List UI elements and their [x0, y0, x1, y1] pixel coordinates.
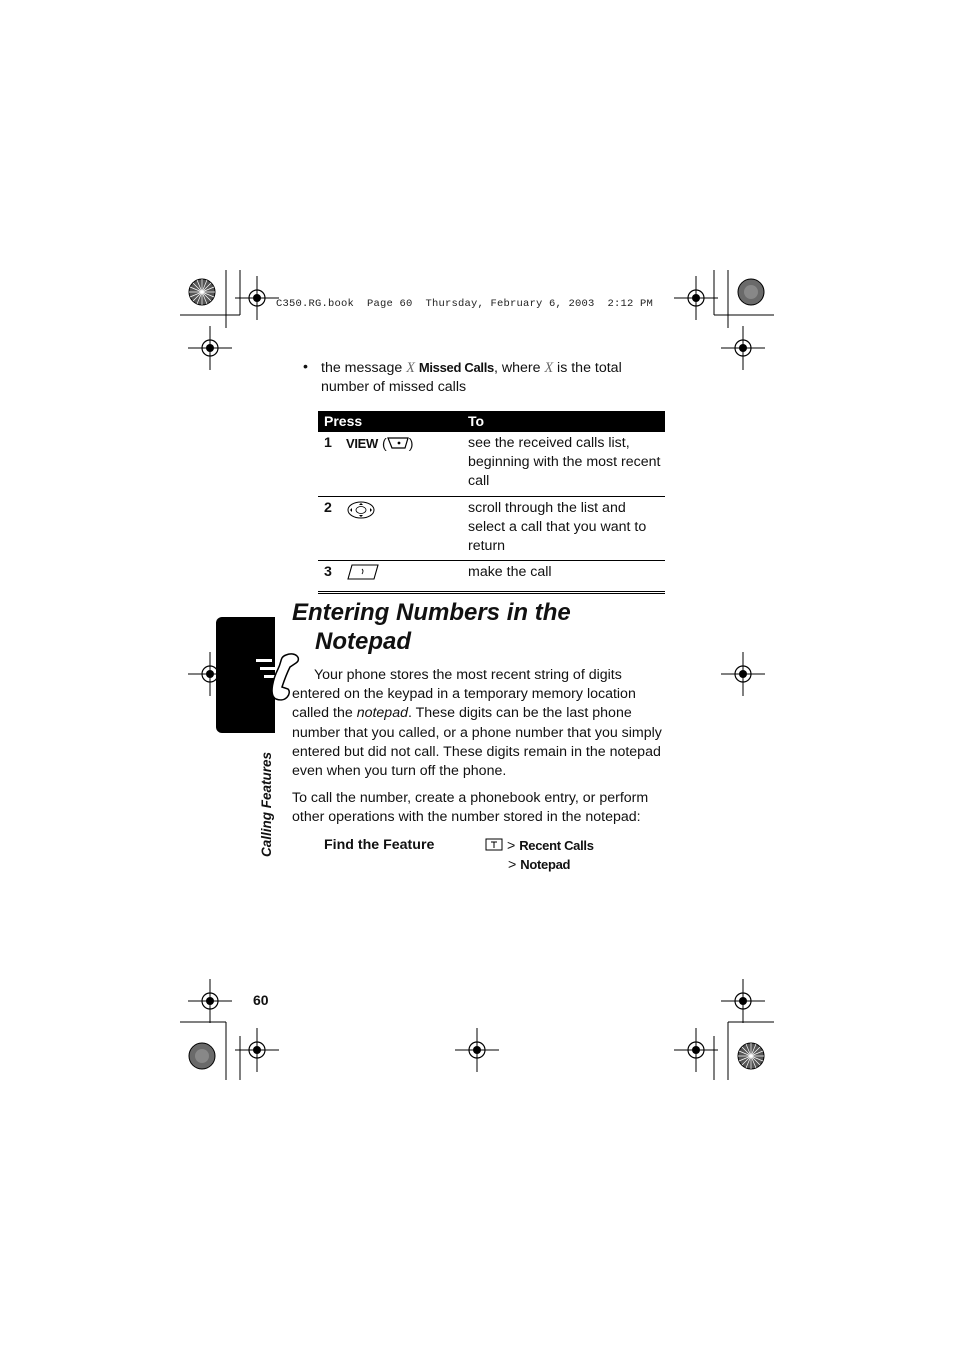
table-row — [318, 432, 665, 496]
step-description: see the received calls list, beginning with the most recent call — [468, 432, 665, 496]
step-description: scroll through the list and select a call that you want to return — [468, 496, 665, 561]
find-feature-label: Find the Feature — [324, 837, 435, 853]
press-table-header — [318, 411, 665, 432]
var-x-2: X — [544, 360, 554, 376]
section-title — [292, 598, 571, 656]
find-feature-path — [485, 837, 594, 874]
press-table — [318, 411, 665, 594]
right-soft-key-icon — [387, 436, 409, 450]
step-key — [346, 496, 468, 561]
page-number: 60 — [253, 992, 269, 1008]
header-press: Press — [318, 411, 468, 432]
chapter-tab — [216, 617, 275, 733]
missed-calls-term: Missed Calls — [418, 360, 494, 375]
section-title-line-2: Notepad — [315, 628, 411, 655]
step-description: make the call — [468, 561, 665, 593]
section-title-line-1: Entering Numbers in the — [292, 599, 571, 626]
notepad-term: notepad — [356, 705, 408, 722]
table-row — [318, 496, 665, 561]
send-key-icon — [346, 563, 380, 581]
menu-key-icon — [485, 838, 503, 851]
step-number: 1 — [318, 432, 346, 496]
chapter-side-label: Calling Features — [259, 751, 274, 857]
header-to: To — [468, 411, 665, 432]
view-key-label: VIEW — [346, 436, 379, 451]
print-header: C350.RG.book Page 60 Thursday, February 6, 2003 2:12 PM — [276, 298, 654, 310]
missed-calls-bullet — [303, 358, 648, 397]
step-key — [346, 561, 468, 593]
step-number: 2 — [318, 496, 346, 561]
menu-notepad: Notepad — [520, 856, 571, 872]
navigation-key-icon — [346, 500, 376, 520]
notepad-description: Your phone stores the most recent string of digits entered on the keypad in a temporary memory location called the notepad. These digits can be the last phone number that you called, or a phone number that you simply entered but did not call. These digits remain in the notepad even when you turn off the phone. — [292, 667, 662, 780]
table-row — [318, 561, 665, 593]
step-number: 3 — [318, 561, 346, 593]
bullet-marker: • — [303, 359, 308, 375]
bullet-text: the message X Missed Calls, where X is the total number of missed calls — [321, 360, 622, 396]
find-feature-row-2: > Notepad — [508, 856, 571, 873]
var-x: X — [406, 360, 415, 376]
menu-recent-calls: Recent Calls — [519, 838, 594, 853]
step-key: VIEW ( ) — [346, 432, 468, 496]
find-feature-row-1: > Recent Calls — [485, 838, 594, 854]
notepad-instructions: To call the number, create a phonebook entry, or perform other operations with the number stored in the notepad: — [292, 790, 649, 826]
